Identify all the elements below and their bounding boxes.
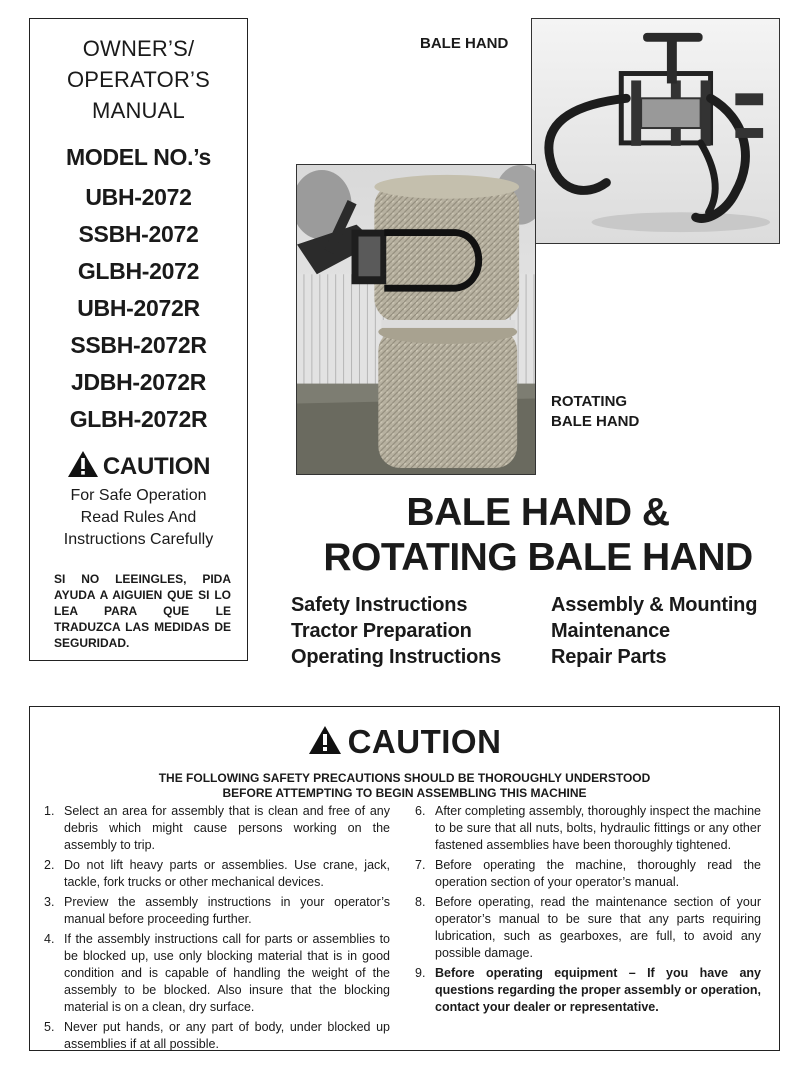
item-number: 6. <box>415 804 426 818</box>
safe-operation-line: Read Rules And <box>80 509 197 526</box>
model-item: JDBH-2072R <box>70 369 207 395</box>
model-item: SSBH-2072 <box>78 221 199 247</box>
precaution-line: BEFORE ATTEMPTING TO BEGIN ASSEMBLING THIS MACHINE <box>222 786 587 800</box>
precaution-item <box>44 1019 390 1053</box>
precaution-columns <box>44 803 761 1056</box>
main-title-line: ROTATING BALE HAND <box>323 536 753 579</box>
item-number: 5. <box>44 1020 55 1034</box>
item-text: After completing assembly, thoroughly inspect the machine to be sure that all nuts, bolts, hydraulic fittings or any other fastened assemblies have been thoroughly tightened. <box>435 804 761 852</box>
item-text: Never put hands, or any part of body, under blocked up assemblies if at all possible. <box>64 1020 390 1051</box>
precaution-item <box>415 894 761 962</box>
rotating-label-line: ROTATING <box>551 393 628 410</box>
warning-triangle-icon <box>308 725 342 760</box>
caution-label: CAUTION <box>102 452 211 480</box>
model-info-box <box>29 18 248 661</box>
item-text: Before operating equipment – If you have any questions regarding the proper assembly or operation, contact your dealer or representative. <box>435 966 761 1014</box>
precaution-item <box>44 894 390 928</box>
item-text: Select an area for assembly that is clean and free of any debris which might cause persons working on the assembly to trip. <box>64 804 390 852</box>
rotating-bale-hand-label <box>551 392 639 432</box>
topic-item: Repair Parts <box>551 646 667 668</box>
item-number: 1. <box>44 804 55 818</box>
precaution-item <box>415 857 761 891</box>
item-number: 4. <box>44 932 55 946</box>
item-text: Before operating the machine, thoroughly read the operation section of your operator’s manual. <box>435 858 761 889</box>
topics-left <box>291 592 501 670</box>
item-number: 7. <box>415 858 426 872</box>
item-number: 3. <box>44 895 55 909</box>
manual-title-line: OWNER’S/ <box>82 36 195 61</box>
bale-hand-label: BALE HAND <box>420 35 509 52</box>
precaution-item <box>44 803 390 854</box>
safe-operation-line: Instructions Carefully <box>63 531 214 548</box>
topic-item: Tractor Preparation <box>291 620 472 642</box>
manual-title-line: OPERATOR’S <box>67 67 210 92</box>
precaution-item <box>415 965 761 1016</box>
item-text: Before operating, read the maintenance section of your operator’s manual to be sure that any parts requiring lubrication, such as gearboxes, are full, to avoid any possible damage. <box>435 895 761 960</box>
manual-title <box>30 33 247 126</box>
manual-title-line: MANUAL <box>92 98 185 123</box>
safe-operation-line: For Safe Operation <box>70 487 207 504</box>
topic-item: Assembly & Mounting <box>551 594 758 616</box>
precaution-heading <box>30 771 779 801</box>
item-text: Preview the assembly instructions in your operator’s manual before proceeding further. <box>64 895 390 926</box>
model-item: UBH-2072 <box>85 184 192 210</box>
precaution-column-right <box>415 803 761 1056</box>
rotating-bale-hand-photo <box>296 164 536 475</box>
assembly-caution-box <box>29 706 780 1051</box>
model-heading: MODEL NO.’s <box>66 144 211 170</box>
rotating-label-line: BALE HAND <box>551 413 640 430</box>
model-item: UBH-2072R <box>77 295 200 321</box>
model-item: GLBH-2072 <box>77 258 200 284</box>
model-item: GLBH-2072R <box>69 406 208 432</box>
topic-item: Maintenance <box>551 620 670 642</box>
caution-heading <box>30 450 247 483</box>
item-text: Do not lift heavy parts or assemblies. Use crane, jack, tackle, fork trucks or other mechanical devices. <box>64 858 390 889</box>
item-number: 2. <box>44 858 55 872</box>
topic-item: Safety Instructions <box>291 594 468 616</box>
main-title <box>296 490 780 580</box>
model-list <box>30 179 247 438</box>
item-number: 9. <box>415 966 426 980</box>
precaution-item <box>44 931 390 1016</box>
bale-hand-photo <box>531 18 780 244</box>
spanish-notice: SI NO LEEINGLES, PIDA AYUDA A AIGUIEN QUE SI LO LEA PARA QUE LE TRADUZCA LAS MEDIDAS DE SEGURIDAD. <box>54 572 231 650</box>
item-text: If the assembly instructions call for parts or assemblies to be blocked up, use only blocking material that is in good condition and is capable of handling the weight of the assembly to be blocked. Also insure that the blocking material is on a clean, dry surface. <box>64 932 390 1014</box>
precaution-line: THE FOLLOWING SAFETY PRECAUTIONS SHOULD BE THOROUGHLY UNDERSTOOD <box>158 771 651 785</box>
item-number: 8. <box>415 895 426 909</box>
safe-operation-text <box>30 485 247 551</box>
precaution-column-left <box>44 803 390 1056</box>
topics-right <box>551 592 757 670</box>
caution-box-label: CAUTION <box>347 723 502 760</box>
precaution-item <box>44 857 390 891</box>
caution-box-heading <box>30 723 779 761</box>
topic-item: Operating Instructions <box>291 646 502 668</box>
warning-triangle-icon <box>67 450 99 483</box>
precaution-item <box>415 803 761 854</box>
model-item: SSBH-2072R <box>70 332 207 358</box>
main-title-line: BALE HAND & <box>406 491 670 534</box>
